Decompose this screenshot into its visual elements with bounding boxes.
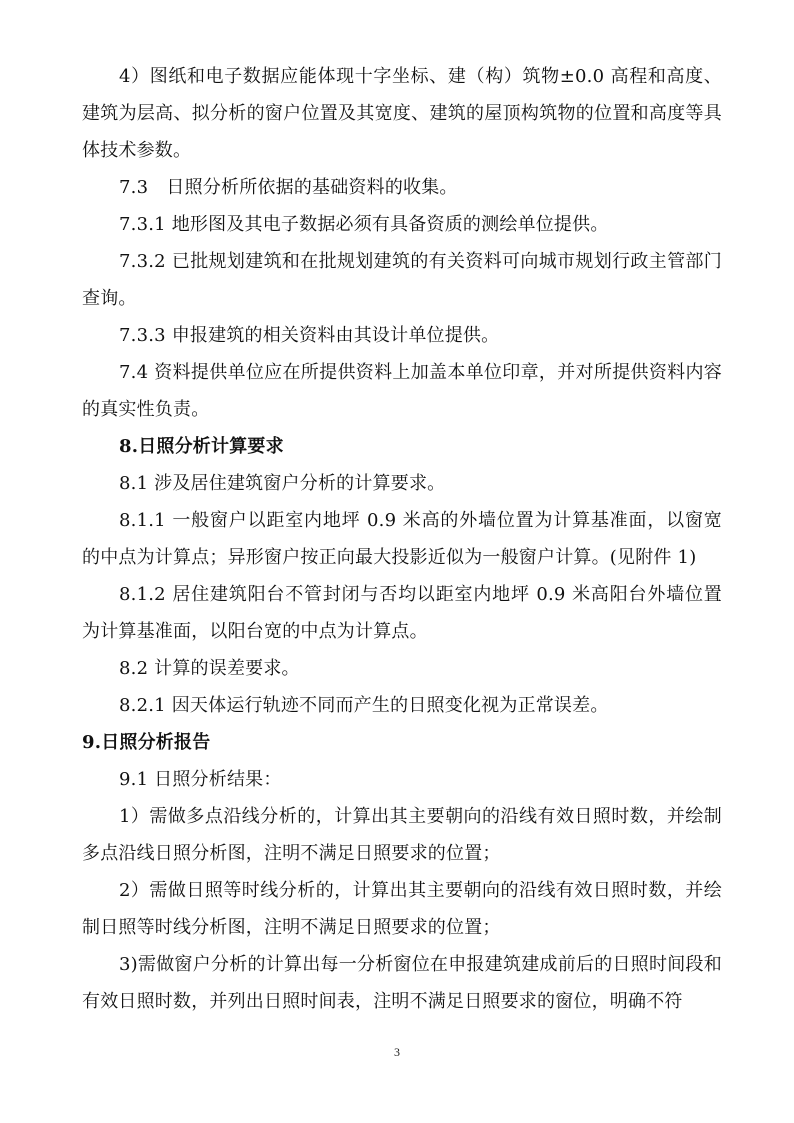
paragraph-7-4: 7.4 资料提供单位应在所提供资料上加盖本单位印章，并对所提供资料内容的真实性负责。: [82, 362, 722, 420]
paragraph-8-2-1: 8.2.1 因天体运行轨迹不同而产生的日照变化视为正常误差。: [119, 695, 609, 716]
page-body: [82, 58, 722, 1020]
paragraph-7-3-3: 7.3.3 申报建筑的相关资料由其设计单位提供。: [119, 325, 500, 346]
paragraph-8-2: 8.2 计算的误差要求。: [119, 658, 300, 679]
paragraph-8-1: 8.1 涉及居住建筑窗户分析的计算要求。: [119, 473, 446, 494]
page-number: 3: [394, 1045, 400, 1059]
paragraph-8-1-1: 8.1.1 一般窗户以距室内地坪 0.9 米高的外墙位置为计算基准面，以窗宽的中点为计算点；异形窗户按正向最大投影近似为一般窗户计算。(见附件 1): [82, 510, 722, 568]
paragraph-7-3-2: 7.3.2 已批规划建筑和在批规划建筑的有关资料可向城市规划行政主管部门查询。: [82, 251, 722, 309]
paragraph-9-1: 9.1 日照分析结果：: [119, 769, 282, 790]
paragraph-8-1-2: 8.1.2 居住建筑阳台不管封闭与否均以距室内地坪 0.9 米高阳台外墙位置为计算基准面，以阳台宽的中点为计算点。: [82, 584, 722, 642]
paragraph-7-3-1: 7.3.1 地形图及其电子数据必须有具备资质的测绘单位提供。: [119, 214, 609, 235]
paragraph-item-3: 3)需做窗户分析的计算出每一分析窗位在申报建筑建成前后的日照时间段和有效日照时数，并列出日照时间表，注明不满足日照要求的窗位，明确不符: [82, 954, 722, 1012]
paragraph-drawing-requirements: 4）图纸和电子数据应能体现十字坐标、建（构）筑物±0.0 高程和高度、建筑为层高、拟分析的窗户位置及其宽度、建筑的屋顶构筑物的位置和高度等具体技术参数。: [82, 66, 722, 161]
paragraph-7-3: 7.3 日照分析所依据的基础资料的收集。: [119, 177, 458, 198]
paragraph-item-2: 2）需做日照等时线分析的，计算出其主要朝向的沿线有效日照时数，并绘制日照等时线分析图，注明不满足日照要求的位置；: [82, 880, 722, 938]
section-heading-8: 8.日照分析计算要求: [119, 436, 284, 457]
paragraph-item-1: 1）需做多点沿线分析的，计算出其主要朝向的沿线有效日照时数，并绘制多点沿线日照分析图，注明不满足日照要求的位置；: [82, 806, 722, 864]
section-heading-9: 9.日照分析报告: [82, 732, 211, 753]
